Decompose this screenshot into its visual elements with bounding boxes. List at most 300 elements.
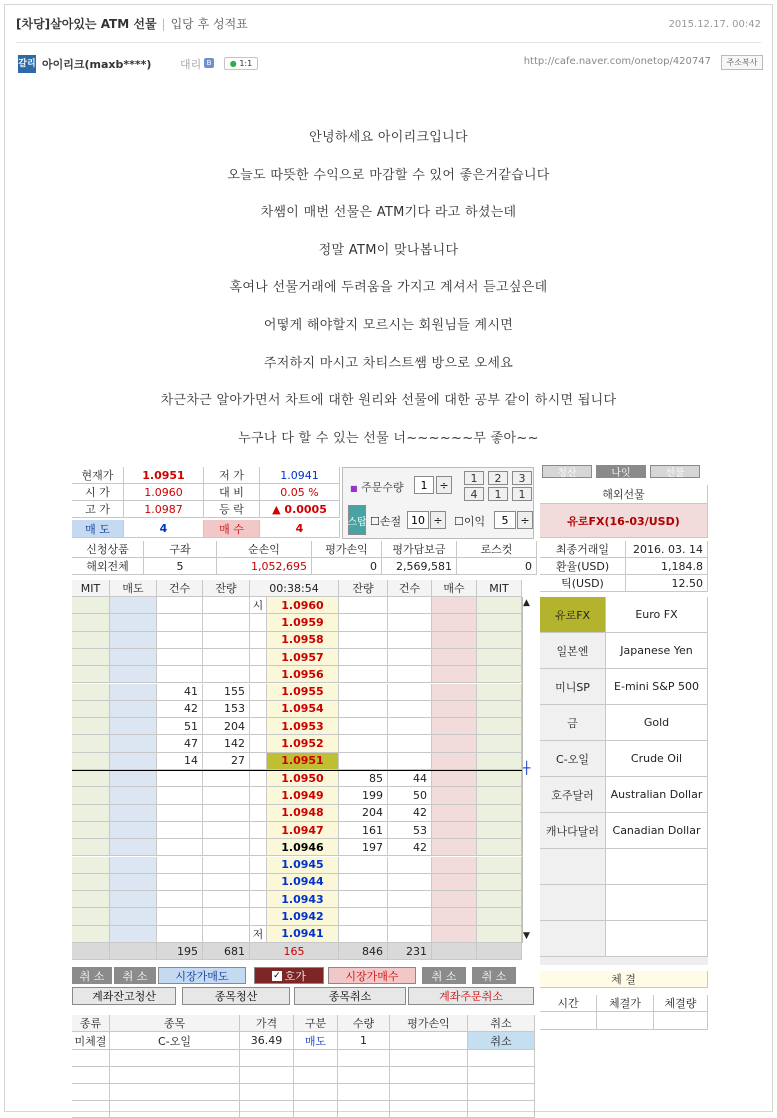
buy-count-cell (388, 614, 432, 631)
quick-qty-button[interactable]: 1 (464, 471, 484, 485)
cancel-button[interactable]: 취 소 (472, 967, 516, 984)
summary-header: 로스컷 (457, 541, 537, 558)
product-full[interactable]: Australian Dollar (606, 777, 708, 813)
buy-order-cell[interactable] (432, 684, 477, 701)
sell-order-cell[interactable] (110, 770, 157, 787)
divider (540, 957, 708, 965)
product-name: 유로FX(16-03/USD) (540, 504, 708, 538)
quick-qty-button[interactable]: 3 (512, 471, 532, 485)
panel-title: 해외선물 (540, 485, 708, 504)
tab-1[interactable]: 나잇 (596, 465, 646, 478)
info-label: 환율(USD) (540, 558, 626, 575)
price-cell[interactable]: 1.0941 (267, 926, 339, 943)
quick-qty-button[interactable]: 4 (464, 487, 484, 501)
buy-order-cell[interactable] (432, 632, 477, 649)
empty-cell (72, 1101, 110, 1118)
sell-qty-cell (203, 632, 250, 649)
buy-order-cell[interactable] (432, 874, 477, 891)
buy-mit-cell[interactable] (477, 805, 522, 822)
sell-mit-cell[interactable] (72, 874, 110, 891)
checkbox-icon: ✓ (273, 970, 281, 981)
buy-mit-cell[interactable] (477, 614, 522, 631)
buy-order-cell[interactable] (432, 908, 477, 925)
sell-count-cell (157, 649, 203, 666)
sell-qty-cell: 153 (203, 701, 250, 718)
post-url[interactable]: http://cafe.naver.com/onetop/420747 (523, 56, 711, 67)
price-cell[interactable]: 1.0951 (267, 753, 339, 770)
product-full (606, 921, 708, 957)
product-full[interactable]: Japanese Yen (606, 633, 708, 669)
sell-qty-cell: 204 (203, 718, 250, 735)
sell-count-label: 매 도 (72, 520, 124, 538)
buy-order-cell[interactable] (432, 857, 477, 874)
buy-mit-cell[interactable] (477, 857, 522, 874)
sell-qty-cell (203, 839, 250, 856)
empty-cell (110, 1084, 240, 1101)
price-cell[interactable]: 1.0959 (267, 614, 339, 631)
sell-mit-cell[interactable] (72, 684, 110, 701)
sell-count-cell (157, 839, 203, 856)
sell-qty-cell (203, 926, 250, 943)
ladder-total: 165 (250, 943, 339, 960)
buy-qty-cell (339, 874, 388, 891)
sell-order-cell[interactable] (110, 857, 157, 874)
product-short[interactable]: 유로FX (540, 597, 606, 633)
price-cell[interactable]: 1.0942 (267, 908, 339, 925)
buy-mit-cell[interactable] (477, 839, 522, 856)
product-short[interactable]: 금 (540, 705, 606, 741)
ladder-total (72, 943, 110, 960)
price-marker (250, 891, 267, 908)
price-cell[interactable]: 1.0948 (267, 805, 339, 822)
sell-qty-cell: 142 (203, 735, 250, 752)
take-profit-input[interactable]: 5 (494, 511, 516, 529)
buy-order-cell[interactable] (432, 701, 477, 718)
account-cancel-button[interactable]: 계좌주문취소 (408, 987, 534, 1005)
buy-order-cell[interactable] (432, 770, 477, 787)
price-marker (250, 649, 267, 666)
product-full[interactable]: Euro FX (606, 597, 708, 633)
order-table-header: 종류 (72, 1015, 110, 1032)
sell-mit-cell[interactable] (72, 770, 110, 787)
sell-mit-cell[interactable] (72, 614, 110, 631)
buy-order-cell[interactable] (432, 822, 477, 839)
sell-mit-cell[interactable] (72, 805, 110, 822)
buy-count-cell (388, 857, 432, 874)
empty-cell (540, 1012, 597, 1030)
qty-stepper[interactable]: ÷ (436, 476, 452, 494)
summary-header: 구좌 (144, 541, 217, 558)
ladder-total: 231 (388, 943, 432, 960)
buy-order-cell[interactable] (432, 649, 477, 666)
empty-cell (72, 1067, 110, 1084)
sell-order-cell[interactable] (110, 753, 157, 770)
price-cell[interactable]: 1.0958 (267, 632, 339, 649)
buy-qty-cell (339, 926, 388, 943)
chat-bubble-icon: ● (229, 59, 237, 68)
sell-order-cell[interactable] (110, 839, 157, 856)
price-cell[interactable]: 1.0952 (267, 735, 339, 752)
buy-qty-cell (339, 632, 388, 649)
buy-qty-cell (339, 735, 388, 752)
product-full[interactable]: E-mini S&P 500 (606, 669, 708, 705)
ladder-header: 00:38:54 (250, 580, 339, 597)
sell-qty-cell (203, 614, 250, 631)
buy-order-cell[interactable] (432, 839, 477, 856)
price-cell[interactable]: 1.0960 (267, 597, 339, 614)
buy-count: 4 (260, 520, 340, 538)
empty-cell (468, 1050, 535, 1067)
summary-value: 2,569,581 (382, 558, 457, 575)
empty-cell (110, 1101, 240, 1118)
body-line: 어떻게 해야할지 모르시는 회원님들 계시면 (263, 317, 514, 333)
price-cell[interactable]: 1.0944 (267, 874, 339, 891)
loss-stepper[interactable]: ÷ (430, 511, 446, 529)
empty-cell (240, 1050, 294, 1067)
post-title[interactable]: [차당]살아있는 ATM 선물 | 입당 후 성적표 (16, 17, 248, 31)
empty-cell (468, 1101, 535, 1118)
buy-qty-cell (339, 857, 388, 874)
sell-order-cell[interactable] (110, 908, 157, 925)
sell-count-cell (157, 614, 203, 631)
sell-count-cell (157, 770, 203, 787)
ladder-header: 건수 (157, 580, 203, 597)
sell-qty-cell: 155 (203, 684, 250, 701)
price-cell[interactable]: 1.0949 (267, 787, 339, 804)
post-category[interactable]: 입당 후 성적표 (170, 17, 248, 31)
buy-order-cell[interactable] (432, 735, 477, 752)
summary-header: 평가손익 (312, 541, 382, 558)
buy-order-cell[interactable] (432, 614, 477, 631)
cancel-button[interactable]: 취 소 (72, 967, 112, 984)
sell-mit-cell[interactable] (72, 787, 110, 804)
sell-count-cell (157, 666, 203, 683)
empty-cell (240, 1067, 294, 1084)
price-marker (250, 822, 267, 839)
ladder-total: 846 (339, 943, 388, 960)
buy-order-cell[interactable] (432, 597, 477, 614)
buy-count-cell (388, 597, 432, 614)
product-full (606, 885, 708, 921)
avatar[interactable]: 갈리 (18, 55, 36, 73)
scroll-up-icon[interactable]: ▲ (523, 598, 530, 608)
price-marker (250, 666, 267, 683)
order-qty-label: ■ 주문수량 (350, 481, 404, 494)
trading-window (72, 465, 708, 1105)
buy-qty-cell (339, 597, 388, 614)
quick-qty-button[interactable]: 2 (488, 471, 508, 485)
quick-qty-button[interactable]: 1 (512, 487, 532, 501)
sell-mit-cell[interactable] (72, 926, 110, 943)
sell-mit-cell[interactable] (72, 701, 110, 718)
buy-qty-cell: 197 (339, 839, 388, 856)
buy-order-cell[interactable] (432, 753, 477, 770)
tab-2[interactable]: 선물 (650, 465, 700, 478)
sell-count-cell (157, 597, 203, 614)
cancel-button[interactable]: 취 소 (114, 967, 156, 984)
fills-header: 체결량 (654, 995, 708, 1012)
account-clear-button[interactable]: 계좌잔고청산 (72, 987, 176, 1005)
empty-cell (338, 1050, 390, 1067)
sell-qty-cell (203, 822, 250, 839)
summary-value: 0 (457, 558, 537, 575)
price-marker (250, 805, 267, 822)
post-date: 2015.12.17. 00:42 (668, 19, 761, 30)
product-full (606, 849, 708, 885)
buy-order-cell[interactable] (432, 805, 477, 822)
sell-mit-cell[interactable] (72, 822, 110, 839)
post-title-text[interactable]: [차당]살아있는 ATM 선물 (16, 17, 157, 31)
buy-mit-cell[interactable] (477, 666, 522, 683)
price-marker (250, 787, 267, 804)
buy-count-label: 매 수 (204, 520, 260, 538)
buy-mit-cell[interactable] (477, 926, 522, 943)
fills-header: 시간 (540, 995, 597, 1012)
sell-count-cell (157, 822, 203, 839)
buy-mit-cell[interactable] (477, 632, 522, 649)
sell-order-cell[interactable] (110, 805, 157, 822)
take-profit-checkbox[interactable]: ☐이익 (454, 515, 486, 528)
buy-order-cell[interactable] (432, 926, 477, 943)
hoga-toggle[interactable]: ✓ 호가 (254, 967, 324, 984)
price-cell[interactable]: 1.0945 (267, 857, 339, 874)
sell-qty-cell (203, 649, 250, 666)
buy-qty-cell: 85 (339, 770, 388, 787)
sell-order-cell[interactable] (110, 787, 157, 804)
sell-mit-cell[interactable] (72, 753, 110, 770)
order-table-header: 종목 (110, 1015, 240, 1032)
buy-count-cell (388, 753, 432, 770)
ladder-header: 잔량 (203, 580, 250, 597)
buy-qty-cell (339, 753, 388, 770)
empty-cell (110, 1050, 240, 1067)
sell-mit-cell[interactable] (72, 718, 110, 735)
buy-mit-cell[interactable] (477, 735, 522, 752)
order-table-header: 가격 (240, 1015, 294, 1032)
price-marker: 저 (250, 926, 267, 943)
price-cell[interactable]: 1.0943 (267, 891, 339, 908)
summary-header: 순손익 (217, 541, 312, 558)
member-rank: 대리 (180, 58, 202, 71)
buy-order-cell[interactable] (432, 787, 477, 804)
buy-qty-cell (339, 614, 388, 631)
buy-mit-cell[interactable] (477, 822, 522, 839)
buy-mit-cell[interactable] (477, 874, 522, 891)
body-line: 혹여나 선물거래에 두려움을 가지고 계셔서 듣고싶은데 (229, 280, 548, 296)
price-cell[interactable]: 1.0954 (267, 701, 339, 718)
body-line: 주저하지 마시고 차티스트쌤 방으로 오세요 (263, 355, 514, 371)
product-full[interactable]: Gold (606, 705, 708, 741)
product-short[interactable]: 미니SP (540, 669, 606, 705)
sell-qty-cell (203, 891, 250, 908)
price-marker (250, 614, 267, 631)
chat-label: 1:1 (239, 59, 253, 68)
product-full[interactable]: Canadian Dollar (606, 813, 708, 849)
product-short[interactable]: 캐나다달러 (540, 813, 606, 849)
buy-order-cell[interactable] (432, 891, 477, 908)
buy-order-cell[interactable] (432, 718, 477, 735)
divider (16, 42, 761, 43)
buy-qty-cell: 161 (339, 822, 388, 839)
sell-order-cell[interactable] (110, 874, 157, 891)
buy-count-cell (388, 718, 432, 735)
buy-count-cell: 42 (388, 805, 432, 822)
stop-loss-checkbox[interactable]: ☐손절 (370, 515, 402, 528)
summary-value: 5 (144, 558, 217, 575)
sell-mit-cell[interactable] (72, 597, 110, 614)
ladder-header: 건수 (388, 580, 432, 597)
sell-order-cell[interactable] (110, 718, 157, 735)
quote-label: 고 가 (72, 501, 124, 518)
sell-mit-cell[interactable] (72, 891, 110, 908)
ladder-header: 매도 (110, 580, 157, 597)
empty-cell (294, 1101, 338, 1118)
empty-cell (468, 1084, 535, 1101)
price-cell[interactable]: 1.0956 (267, 666, 339, 683)
buy-mit-cell[interactable] (477, 787, 522, 804)
ladder-header: 잔량 (339, 580, 388, 597)
position-handle-icon[interactable]: ┼ (523, 761, 531, 775)
stop-toggle[interactable]: 스탑 (348, 505, 366, 535)
tab-0[interactable]: 청산 (542, 465, 592, 478)
quick-qty-button[interactable]: 1 (488, 487, 508, 501)
buy-count-cell: 42 (388, 839, 432, 856)
empty-cell (338, 1067, 390, 1084)
open-price: 1.0960 (124, 484, 204, 501)
product-full[interactable]: Crude Oil (606, 741, 708, 777)
buy-mit-cell[interactable] (477, 908, 522, 925)
buy-count-cell: 44 (388, 770, 432, 787)
buy-order-cell[interactable] (432, 666, 477, 683)
sell-mit-cell[interactable] (72, 666, 110, 683)
item-cancel-button[interactable]: 종목취소 (294, 987, 406, 1005)
body-line: 안녕하세요 아이리크입니다 (309, 130, 468, 145)
price-cell[interactable]: 1.0950 (267, 770, 339, 787)
buy-mit-cell[interactable] (477, 649, 522, 666)
sell-order-cell[interactable] (110, 891, 157, 908)
ladder-total (432, 943, 477, 960)
buy-mit-cell[interactable] (477, 701, 522, 718)
ladder-header: 매수 (432, 580, 477, 597)
buy-mit-cell[interactable] (477, 891, 522, 908)
sell-mit-cell[interactable] (72, 839, 110, 856)
sell-order-cell[interactable] (110, 701, 157, 718)
sell-qty-cell (203, 805, 250, 822)
empty-cell (72, 1084, 110, 1101)
empty-cell (294, 1067, 338, 1084)
buy-mit-cell[interactable] (477, 753, 522, 770)
buy-qty-cell: 204 (339, 805, 388, 822)
sell-order-cell[interactable] (110, 614, 157, 631)
buy-mit-cell[interactable] (477, 770, 522, 787)
sell-mit-cell[interactable] (72, 735, 110, 752)
ladder-total (110, 943, 157, 960)
sell-count-cell: 14 (157, 753, 203, 770)
buy-count-cell (388, 926, 432, 943)
sell-order-cell[interactable] (110, 632, 157, 649)
stop-loss-input[interactable]: 10 (407, 511, 429, 529)
ladder-header: MIT (72, 580, 110, 597)
profit-stepper[interactable]: ÷ (517, 511, 533, 529)
sell-count: 4 (124, 520, 204, 538)
chat-button[interactable] (224, 57, 258, 70)
order-cell: 36.49 (240, 1032, 294, 1050)
buy-count-cell: 50 (388, 787, 432, 804)
sell-mit-cell[interactable] (72, 857, 110, 874)
order-cell: C-오일 (110, 1032, 240, 1050)
buy-qty-cell (339, 666, 388, 683)
body-line: 누구나 다 할 수 있는 선물 너~~~~~~무 좋아~~ (238, 430, 539, 446)
price-cell[interactable]: 1.0946 (267, 839, 339, 856)
empty-cell (110, 1067, 240, 1084)
buy-mit-cell[interactable] (477, 684, 522, 701)
info-value: 1,184.8 (626, 558, 708, 575)
sell-order-cell[interactable] (110, 649, 157, 666)
order-cell: 미체결 (72, 1032, 110, 1050)
cancel-button[interactable]: 취 소 (422, 967, 466, 984)
price-cell[interactable]: 1.0947 (267, 822, 339, 839)
sell-count-cell (157, 787, 203, 804)
author-name[interactable]: 아이리크(maxb****) (42, 58, 152, 71)
fills-header: 체결가 (597, 995, 654, 1012)
sell-count-cell: 51 (157, 718, 203, 735)
order-cell: 매도 (294, 1032, 338, 1050)
sell-order-cell[interactable] (110, 926, 157, 943)
sell-mit-cell[interactable] (72, 632, 110, 649)
order-qty-input[interactable]: 1 (414, 476, 434, 494)
market-buy-button[interactable]: 시장가매수 (328, 967, 416, 984)
sell-order-cell[interactable] (110, 735, 157, 752)
quote-label: 대 비 (204, 484, 260, 501)
price-marker (250, 839, 267, 856)
buy-mit-cell[interactable] (477, 597, 522, 614)
product-short[interactable]: 일본엔 (540, 633, 606, 669)
summary-value: 해외전체 (72, 558, 144, 575)
price-marker (250, 770, 267, 787)
sell-order-cell[interactable] (110, 666, 157, 683)
buy-count-cell (388, 891, 432, 908)
product-short[interactable]: 호주달러 (540, 777, 606, 813)
sell-mit-cell[interactable] (72, 908, 110, 925)
price-marker: 시 (250, 597, 267, 614)
item-clear-button[interactable]: 종목청산 (182, 987, 290, 1005)
product-short[interactable]: C-오일 (540, 741, 606, 777)
price-cell[interactable]: 1.0955 (267, 684, 339, 701)
sell-qty-cell (203, 770, 250, 787)
sell-order-cell[interactable] (110, 597, 157, 614)
sell-qty-cell (203, 597, 250, 614)
price-marker (250, 632, 267, 649)
buy-mit-cell[interactable] (477, 718, 522, 735)
sell-mit-cell[interactable] (72, 649, 110, 666)
sell-count-cell (157, 874, 203, 891)
order-cell (390, 1032, 468, 1050)
empty-cell (294, 1084, 338, 1101)
quote-label: 등 락 (204, 501, 260, 518)
price-marker (250, 684, 267, 701)
copy-url-button[interactable]: 주소복사 (721, 55, 763, 70)
price-cell[interactable]: 1.0957 (267, 649, 339, 666)
price-cell[interactable]: 1.0953 (267, 718, 339, 735)
sell-order-cell[interactable] (110, 684, 157, 701)
buy-qty-cell (339, 684, 388, 701)
order-cancel-button[interactable]: 취소 (468, 1032, 535, 1050)
sell-order-cell[interactable] (110, 822, 157, 839)
ladder-total (477, 943, 522, 960)
scroll-down-icon[interactable]: ▼ (523, 931, 530, 941)
buy-count-cell (388, 701, 432, 718)
market-sell-button[interactable]: 시장가매도 (158, 967, 246, 984)
